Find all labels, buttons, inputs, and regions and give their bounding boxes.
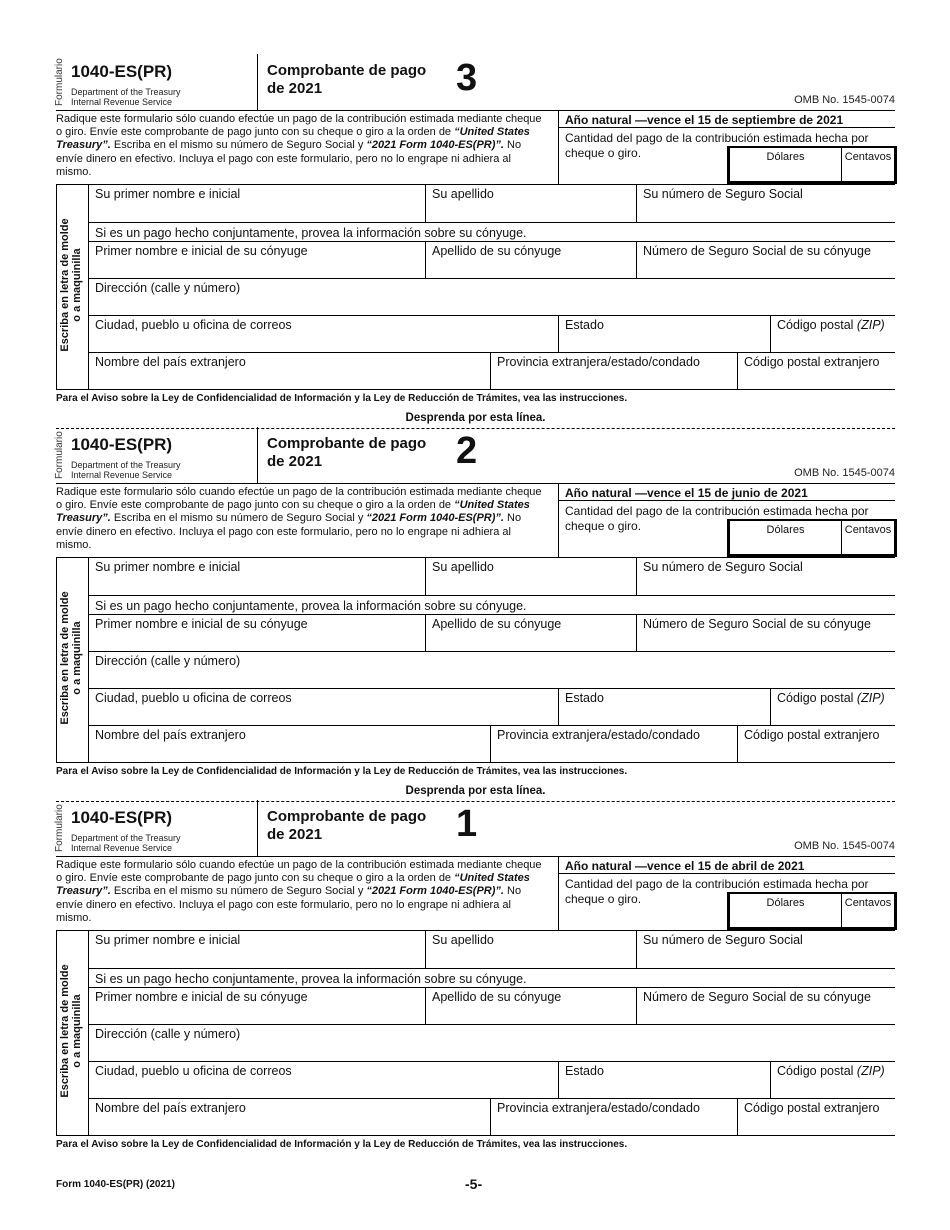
header-divider — [257, 800, 258, 856]
foreign-row — [89, 726, 895, 763]
payment-amount-label: Cantidad del pago de la contribución estimada hecha por cheque o giro. — [565, 877, 869, 906]
header-divider — [257, 427, 258, 483]
foreign-country-field[interactable]: Nombre del país extranjero — [95, 728, 246, 742]
last-name-field[interactable]: Su apellido — [425, 931, 636, 968]
joint-note-row — [89, 969, 895, 988]
first-name-field[interactable]: Su primer nombre e inicial — [95, 933, 241, 947]
voucher-title: Comprobante de pago de 2021 — [267, 62, 427, 97]
instructions-section — [56, 110, 895, 184]
dollars-label: Dólares — [730, 148, 842, 181]
voucher-title: Comprobante de pago de 2021 — [267, 808, 427, 843]
payment-amount-field[interactable] — [727, 146, 897, 184]
name-row — [89, 931, 895, 969]
address-row — [89, 652, 895, 689]
last-name-field[interactable]: Su apellido — [425, 558, 636, 595]
spouse-first-name-field[interactable]: Primer nombre e inicial de su cónyuge — [95, 244, 308, 258]
form-vertical-label: Formulario — [54, 431, 65, 479]
voucher-number: 3 — [456, 57, 478, 99]
form-vertical-label: Formulario — [54, 804, 65, 852]
cents-label: Centavos — [844, 151, 892, 163]
voucher-title: Comprobante de pago de 2021 — [267, 435, 427, 470]
instructions-section — [56, 856, 895, 930]
foreign-postal-code-field[interactable]: Código postal extranjero — [737, 1099, 895, 1136]
city-row — [89, 689, 895, 726]
footer-form-label: Form 1040-ES(PR) (2021) — [56, 1179, 175, 1190]
omb-number: OMB No. 1545-0074 — [794, 840, 895, 852]
zip-field[interactable]: Código postal (ZIP) — [770, 316, 895, 352]
address-field[interactable]: Dirección (calle y número) — [95, 281, 241, 295]
spouse-ssn-field[interactable]: Número de Seguro Social de su cónyuge — [636, 242, 895, 278]
zip-field[interactable]: Código postal (ZIP) — [770, 1062, 895, 1098]
city-field[interactable]: Ciudad, pueblo u oficina de correos — [95, 691, 292, 705]
spouse-first-name-field[interactable]: Primer nombre e inicial de su cónyuge — [95, 990, 308, 1004]
address-field[interactable]: Dirección (calle y número) — [95, 1027, 241, 1041]
department-label: Department of the Treasury Internal Revenue Service — [71, 87, 181, 107]
joint-payment-note: Si es un pago hecho conjuntamente, provea la información sobre su cónyuge. — [95, 226, 527, 240]
taxpayer-info-grid — [56, 557, 895, 763]
form-number: 1040-ES(PR) — [71, 808, 173, 827]
first-name-field[interactable]: Su primer nombre e inicial — [95, 560, 241, 574]
omb-number: OMB No. 1545-0074 — [794, 94, 895, 106]
ssn-field[interactable]: Su número de Seguro Social — [636, 558, 895, 595]
dollars-label: Dólares — [730, 521, 842, 554]
voucher-number: 1 — [456, 803, 478, 845]
joint-payment-note: Si es un pago hecho conjuntamente, provea la información sobre su cónyuge. — [95, 599, 527, 613]
ssn-field[interactable]: Su número de Seguro Social — [636, 931, 895, 968]
due-date: Año natural —vence el 15 de junio de 2021 — [559, 484, 895, 501]
foreign-postal-code-field[interactable]: Código postal extranjero — [737, 353, 895, 390]
instructions-section — [56, 483, 895, 557]
foreign-postal-code-field[interactable]: Código postal extranjero — [737, 726, 895, 763]
spouse-ssn-field[interactable]: Número de Seguro Social de su cónyuge — [636, 615, 895, 651]
spouse-row — [89, 615, 895, 652]
mailing-instructions: Radique este formulario sólo cuando efectúe un pago de la contribución estimada mediante cheque o giro. Envíe este comprobante de pago junto con su cheque o giro a la orden de “United States Treasury”. Escriba en el mismo su número de Seguro Social y “2021 Form 1040-ES(PR)”. No envíe dinero en efectivo. Incluya el pago con este formulario, pero no lo engrape ni adhiera al mismo. — [56, 113, 542, 178]
payment-box — [558, 484, 895, 558]
state-field[interactable]: Estado — [558, 316, 770, 352]
privacy-notice: Para el Aviso sobre la Ley de Confidencialidad de Información y la Ley de Reducción de Trámites, vea las instrucciones. — [56, 766, 628, 777]
taxpayer-info-grid — [56, 930, 895, 1136]
mailing-instructions: Radique este formulario sólo cuando efectúe un pago de la contribución estimada mediante cheque o giro. Envíe este comprobante de pago junto con su cheque o giro a la orden de “United States Treasury”. Escriba en el mismo su número de Seguro Social y “2021 Form 1040-ES(PR)”. No envíe dinero en efectivo. Incluya el pago con este formulario, pero no lo engrape ni adhiera al mismo. — [56, 859, 542, 924]
last-name-field[interactable]: Su apellido — [425, 185, 636, 222]
print-or-type-label: Escriba en letra de molde o a maquinilla — [56, 931, 89, 1136]
cents-label: Centavos — [844, 897, 892, 909]
privacy-notice: Para el Aviso sobre la Ley de Confidencialidad de Información y la Ley de Reducción de Trámites, vea las instrucciones. — [56, 1139, 628, 1150]
payment-amount-label: Cantidad del pago de la contribución estimada hecha por cheque o giro. — [565, 504, 869, 533]
city-field[interactable]: Ciudad, pueblo u oficina de correos — [95, 1064, 292, 1078]
address-field[interactable]: Dirección (calle y número) — [95, 654, 241, 668]
spouse-last-name-field[interactable]: Apellido de su cónyuge — [425, 615, 636, 651]
voucher-header — [56, 427, 895, 483]
city-field[interactable]: Ciudad, pueblo u oficina de correos — [95, 318, 292, 332]
department-label: Department of the Treasury Internal Revenue Service — [71, 833, 181, 853]
page-number: -5- — [465, 1176, 483, 1192]
ssn-field[interactable]: Su número de Seguro Social — [636, 185, 895, 222]
due-date: Año natural —vence el 15 de septiembre de 2021 — [559, 111, 895, 128]
spouse-last-name-field[interactable]: Apellido de su cónyuge — [425, 988, 636, 1024]
detach-label: Desprenda por esta línea. — [405, 785, 546, 797]
joint-note-row — [89, 223, 895, 242]
joint-note-row — [89, 596, 895, 615]
payment-voucher-3 — [54, 54, 895, 424]
print-or-type-label: Escriba en letra de molde o a maquinilla — [56, 558, 89, 763]
payment-box — [558, 857, 895, 931]
due-date: Año natural —vence el 15 de abril de 2021 — [559, 857, 895, 874]
spouse-last-name-field[interactable]: Apellido de su cónyuge — [425, 242, 636, 278]
print-or-type-label: Escriba en letra de molde o a maquinilla — [56, 185, 89, 390]
voucher-number: 2 — [456, 430, 478, 472]
taxpayer-info-grid — [56, 184, 895, 390]
mailing-instructions: Radique este formulario sólo cuando efectúe un pago de la contribución estimada mediante cheque o giro. Envíe este comprobante de pago junto con su cheque o giro a la orden de “United States Treasury”. Escriba en el mismo su número de Seguro Social y “2021 Form 1040-ES(PR)”. No envíe dinero en efectivo. Incluya el pago con este formulario, pero no lo engrape ni adhiera al mismo. — [56, 486, 542, 551]
payment-amount-field[interactable] — [727, 892, 897, 930]
address-row — [89, 279, 895, 316]
form-vertical-label: Formulario — [54, 58, 65, 106]
privacy-notice: Para el Aviso sobre la Ley de Confidencialidad de Información y la Ley de Reducción de Trámites, vea las instrucciones. — [56, 393, 628, 404]
voucher-header — [56, 800, 895, 856]
foreign-province-field[interactable]: Provincia extranjera/estado/condado — [490, 353, 737, 390]
foreign-country-field[interactable]: Nombre del país extranjero — [95, 1101, 246, 1115]
zip-field[interactable]: Código postal (ZIP) — [770, 689, 895, 725]
foreign-row — [89, 1099, 895, 1136]
spouse-first-name-field[interactable]: Primer nombre e inicial de su cónyuge — [95, 617, 308, 631]
name-row — [89, 185, 895, 223]
form-number: 1040-ES(PR) — [71, 62, 173, 81]
voucher-header — [56, 54, 895, 110]
cents-label: Centavos — [844, 524, 892, 536]
foreign-province-field[interactable]: Provincia extranjera/estado/condado — [490, 726, 737, 763]
state-field[interactable]: Estado — [558, 1062, 770, 1098]
spouse-row — [89, 242, 895, 279]
state-field[interactable]: Estado — [558, 689, 770, 725]
foreign-province-field[interactable]: Provincia extranjera/estado/condado — [490, 1099, 737, 1136]
city-row — [89, 1062, 895, 1099]
header-divider — [257, 54, 258, 110]
joint-payment-note: Si es un pago hecho conjuntamente, provea la información sobre su cónyuge. — [95, 972, 527, 986]
spouse-ssn-field[interactable]: Número de Seguro Social de su cónyuge — [636, 988, 895, 1024]
payment-voucher-1 — [54, 800, 895, 1150]
first-name-field[interactable]: Su primer nombre e inicial — [95, 187, 241, 201]
form-number: 1040-ES(PR) — [71, 435, 173, 454]
address-row — [89, 1025, 895, 1062]
payment-amount-label: Cantidad del pago de la contribución estimada hecha por cheque o giro. — [565, 131, 869, 160]
foreign-country-field[interactable]: Nombre del país extranjero — [95, 355, 246, 369]
omb-number: OMB No. 1545-0074 — [794, 467, 895, 479]
department-label: Department of the Treasury Internal Revenue Service — [71, 460, 181, 480]
spouse-row — [89, 988, 895, 1025]
foreign-row — [89, 353, 895, 390]
dollars-label: Dólares — [730, 894, 842, 927]
detach-label: Desprenda por esta línea. — [405, 412, 546, 424]
payment-box — [558, 111, 895, 185]
city-row — [89, 316, 895, 353]
payment-amount-field[interactable] — [727, 519, 897, 557]
name-row — [89, 558, 895, 596]
payment-voucher-2 — [54, 427, 895, 797]
